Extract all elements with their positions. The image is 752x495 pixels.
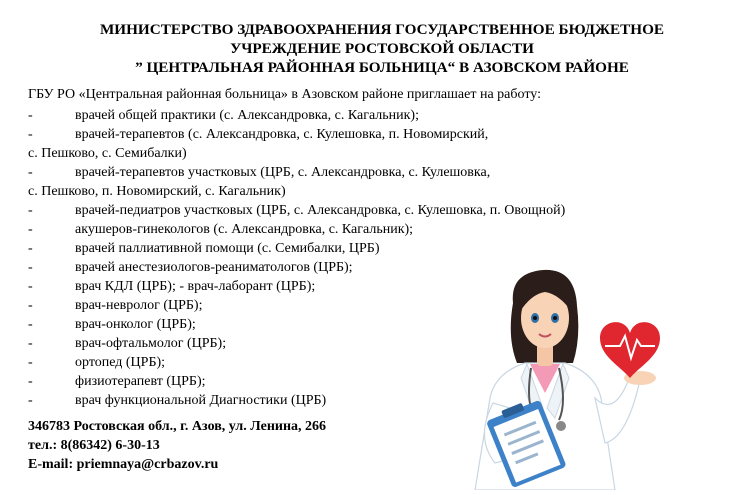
doctor-image [455, 268, 705, 490]
list-item-text: врач функциональной Диагностики (ЦРБ) [75, 393, 327, 408]
list-item-text: врачей-терапевтов участковых (ЦРБ, с. Александровка, с. Кулешовка, [75, 165, 491, 180]
list-item-text: акушеров-гинекологов (с. Александровка, с. Кагальник); [75, 222, 414, 237]
list-dash: - [28, 222, 33, 237]
doctor-illustration [455, 268, 705, 490]
list-dash: - [28, 317, 33, 332]
list-dash: - [28, 279, 33, 294]
list-item-text: врачей общей практики (с. Александровка, с. Кагальник); [75, 108, 419, 123]
list-dash: - [28, 203, 33, 218]
list-item [28, 220, 678, 239]
list-dash: - [28, 298, 33, 313]
phone-text: тел.: 8(86342) 6-30-13 [28, 438, 160, 453]
list-item-continuation: с. Пешково, п. Новомирский, с. Кагальник) [28, 184, 286, 199]
list-item-text: врачей-педиатров участковых (ЦРБ, с. Александровка, с. Кулешовка, п. Овощной) [75, 203, 566, 218]
list-item [28, 106, 678, 125]
list-item-text: ортопед (ЦРБ); [75, 355, 166, 370]
document-header [22, 20, 742, 77]
list-item-text: врачей паллиативной помощи (с. Семибалки, ЦРБ) [75, 241, 380, 256]
list-item-text: врач-онколог (ЦРБ); [75, 317, 196, 332]
list-item-text: врач КДЛ (ЦРБ); - врач-лаборант (ЦРБ); [75, 279, 316, 294]
list-item [28, 163, 678, 201]
list-dash: - [28, 336, 33, 351]
heart-icon [600, 322, 660, 378]
list-item-text: врачей-терапевтов (с. Александровка, с. Кулешовка, п. Новомирский, [75, 127, 489, 142]
email-text: E-mail: priemnaya@crbazov.ru [28, 457, 219, 472]
list-dash: - [28, 108, 33, 123]
list-item-text: врач-невролог (ЦРБ); [75, 298, 203, 313]
list-item [28, 201, 678, 220]
intro-text: ГБУ РО «Центральная районная больница» в Азовском районе приглашает на работу: [28, 87, 541, 102]
header-line-1: МИНИСТЕРСТВО ЗДРАВООХРАНЕНИЯ ГОСУДАРСТВЕННОЕ БЮДЖЕТНОЕ [99, 21, 665, 38]
list-item [28, 239, 678, 258]
list-dash: - [28, 393, 33, 408]
list-item [28, 125, 678, 163]
list-dash: - [28, 127, 33, 142]
list-item-text: врачей анестезиологов-реаниматологов (ЦРБ); [75, 260, 353, 275]
list-dash: - [28, 374, 33, 389]
list-dash: - [28, 165, 33, 180]
header-line-3: ” ЦЕНТРАЛЬНАЯ РАЙОННАЯ БОЛЬНИЦА“ В АЗОВСКОМ РАЙОНЕ [135, 59, 629, 76]
contacts-block [28, 417, 326, 474]
address-text: 346783 Ростовская обл., г. Азов, ул. Ленина, 266 [28, 419, 327, 434]
header-line-2: УЧРЕЖДЕНИЕ РОСТОВСКОЙ ОБЛАСТИ [230, 40, 534, 57]
list-item-continuation: с. Пешково, с. Семибалки) [28, 146, 187, 161]
list-dash: - [28, 241, 33, 256]
list-dash: - [28, 355, 33, 370]
list-item-text: физиотерапевт (ЦРБ); [75, 374, 206, 389]
list-item-text: врач-офтальмолог (ЦРБ); [75, 336, 227, 351]
list-dash: - [28, 260, 33, 275]
